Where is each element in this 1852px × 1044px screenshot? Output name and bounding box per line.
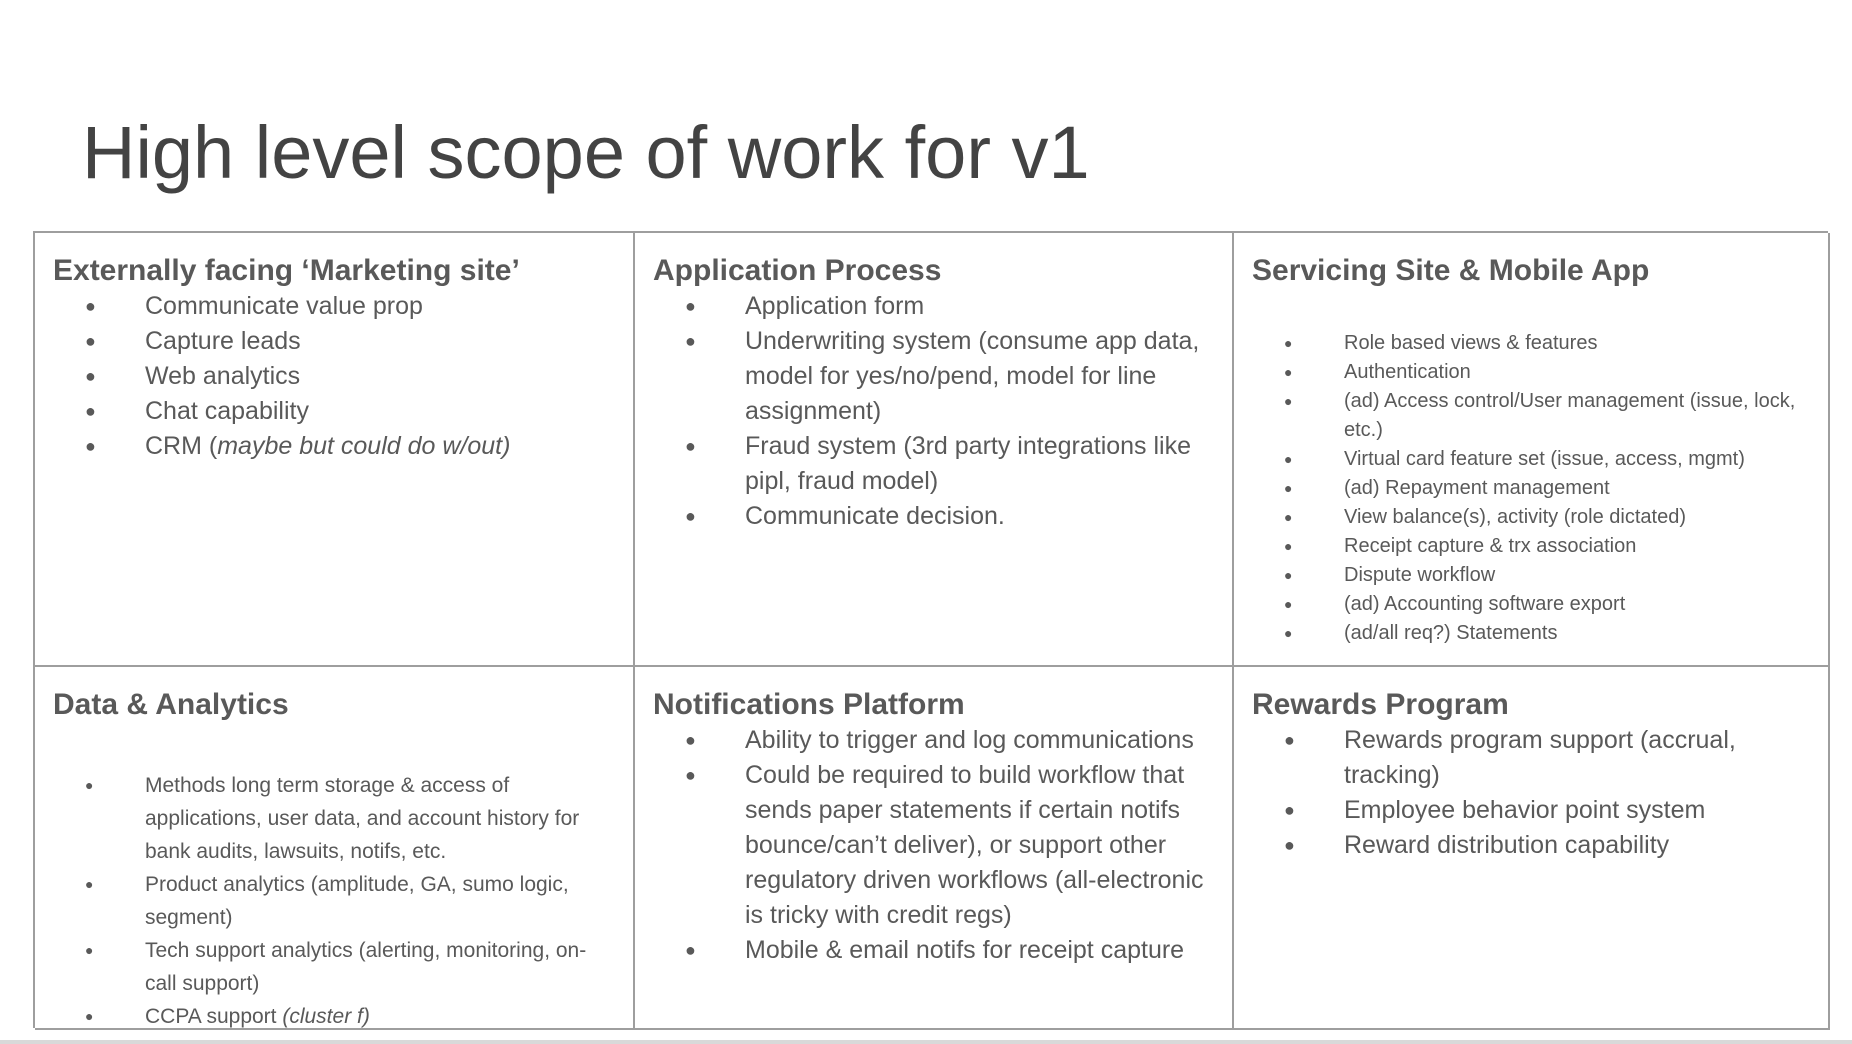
bullet-icon: ●	[85, 942, 94, 958]
list-item: ● Virtual card feature set (issue, access, mgmt)	[1252, 445, 1812, 474]
bullet-list	[1252, 329, 1812, 648]
list-item: ● Web analytics	[53, 359, 617, 394]
list-item: ● Authentication	[1252, 358, 1812, 387]
cell-title: Application Process	[653, 254, 942, 287]
bullet-icon: ●	[1284, 567, 1293, 583]
bullet-icon: ●	[1284, 800, 1295, 820]
list-item: ● Ability to trigger and log communications	[653, 723, 1216, 758]
bullet-list	[53, 769, 617, 1030]
list-item: ● (ad/all req?) Statements	[1252, 619, 1812, 648]
list-item: ● Capture leads	[53, 324, 617, 359]
list-item: ● Application form	[653, 289, 1216, 324]
cell-data-analytics	[35, 667, 635, 1030]
bullet-icon: ●	[1284, 364, 1293, 380]
list-item: ● CCPA support (cluster f)	[53, 1000, 617, 1030]
list-item: ● Communicate value prop	[53, 289, 617, 324]
bullet-list	[653, 723, 1216, 968]
bullet-icon: ●	[85, 436, 96, 456]
cell-title: Data & Analytics	[53, 688, 289, 721]
list-item: ● View balance(s), activity (role dictated)	[1252, 503, 1812, 532]
bullet-icon: ●	[85, 1008, 94, 1024]
bullet-icon: ●	[85, 331, 96, 351]
list-item: ● Rewards program support (accrual, tracking)	[1252, 723, 1812, 793]
list-item: ● Reward distribution capability	[1252, 828, 1812, 863]
list-item: ● Product analytics (amplitude, GA, sumo logic, segment)	[53, 868, 617, 934]
bullet-icon: ●	[85, 366, 96, 386]
list-item: ● CRM (maybe but could do w/out)	[53, 429, 617, 464]
cell-servicing-site	[1234, 233, 1830, 667]
bullet-icon: ●	[1284, 596, 1293, 612]
scope-table	[33, 231, 1828, 1028]
list-item: ● Could be required to build workflow that sends paper statements if certain notifs bounce/can’t deliver), or support other regulatory driven workflows (all-electronic is tricky with credit regs)	[653, 758, 1216, 933]
list-item: ● Role based views & features	[1252, 329, 1812, 358]
list-item: ● (ad) Access control/User management (issue, lock, etc.)	[1252, 387, 1812, 445]
cell-notifications-platform	[635, 667, 1234, 1030]
list-item: ● Methods long term storage & access of applications, user data, and account history for bank audits, lawsuits, notifs, etc.	[53, 769, 617, 868]
list-item: ● (ad) Accounting software export	[1252, 590, 1812, 619]
cell-rewards-program	[1234, 667, 1830, 1030]
bullet-icon: ●	[685, 331, 696, 351]
cell-marketing-site	[35, 233, 635, 667]
bullet-icon: ●	[685, 940, 696, 960]
bullet-icon: ●	[1284, 730, 1295, 750]
bullet-icon: ●	[1284, 480, 1293, 496]
bullet-icon: ●	[1284, 538, 1293, 554]
list-item: ● Mobile & email notifs for receipt capture	[653, 933, 1216, 968]
bullet-icon: ●	[85, 876, 94, 892]
list-item: ● Underwriting system (consume app data, model for yes/no/pend, model for line assignment)	[653, 324, 1216, 429]
list-item: ● (ad) Repayment management	[1252, 474, 1812, 503]
list-item: ● Chat capability	[53, 394, 617, 429]
bullet-icon: ●	[685, 436, 696, 456]
bullet-icon: ●	[85, 777, 94, 793]
cell-title: Rewards Program	[1252, 688, 1509, 721]
bullet-list	[1252, 723, 1812, 863]
bullet-list	[53, 289, 617, 464]
bullet-icon: ●	[85, 296, 96, 316]
bullet-icon: ●	[1284, 625, 1293, 641]
cell-application-process	[635, 233, 1234, 667]
slide-bottom-border	[0, 1040, 1852, 1044]
list-item: ● Fraud system (3rd party integrations like pipl, fraud model)	[653, 429, 1216, 499]
list-item: ● Dispute workflow	[1252, 561, 1812, 590]
bullet-icon: ●	[1284, 835, 1295, 855]
cell-title: Notifications Platform	[653, 688, 965, 721]
bullet-icon: ●	[1284, 393, 1293, 409]
bullet-list	[653, 289, 1216, 534]
bullet-icon: ●	[685, 296, 696, 316]
list-item: ● Receipt capture & trx association	[1252, 532, 1812, 561]
slide-title: High level scope of work for v1	[82, 111, 1090, 194]
list-item: ● Employee behavior point system	[1252, 793, 1812, 828]
bullet-icon: ●	[685, 730, 696, 750]
list-item: ● Communicate decision.	[653, 499, 1216, 534]
bullet-icon: ●	[1284, 451, 1293, 467]
list-item: ● Tech support analytics (alerting, monitoring, on-call support)	[53, 934, 617, 1000]
cell-title: Externally facing ‘Marketing site’	[53, 254, 520, 287]
cell-title: Servicing Site & Mobile App	[1252, 254, 1650, 287]
bullet-icon: ●	[85, 401, 96, 421]
bullet-icon: ●	[685, 765, 696, 785]
bullet-icon: ●	[1284, 335, 1293, 351]
bullet-icon: ●	[1284, 509, 1293, 525]
bullet-icon: ●	[685, 506, 696, 526]
